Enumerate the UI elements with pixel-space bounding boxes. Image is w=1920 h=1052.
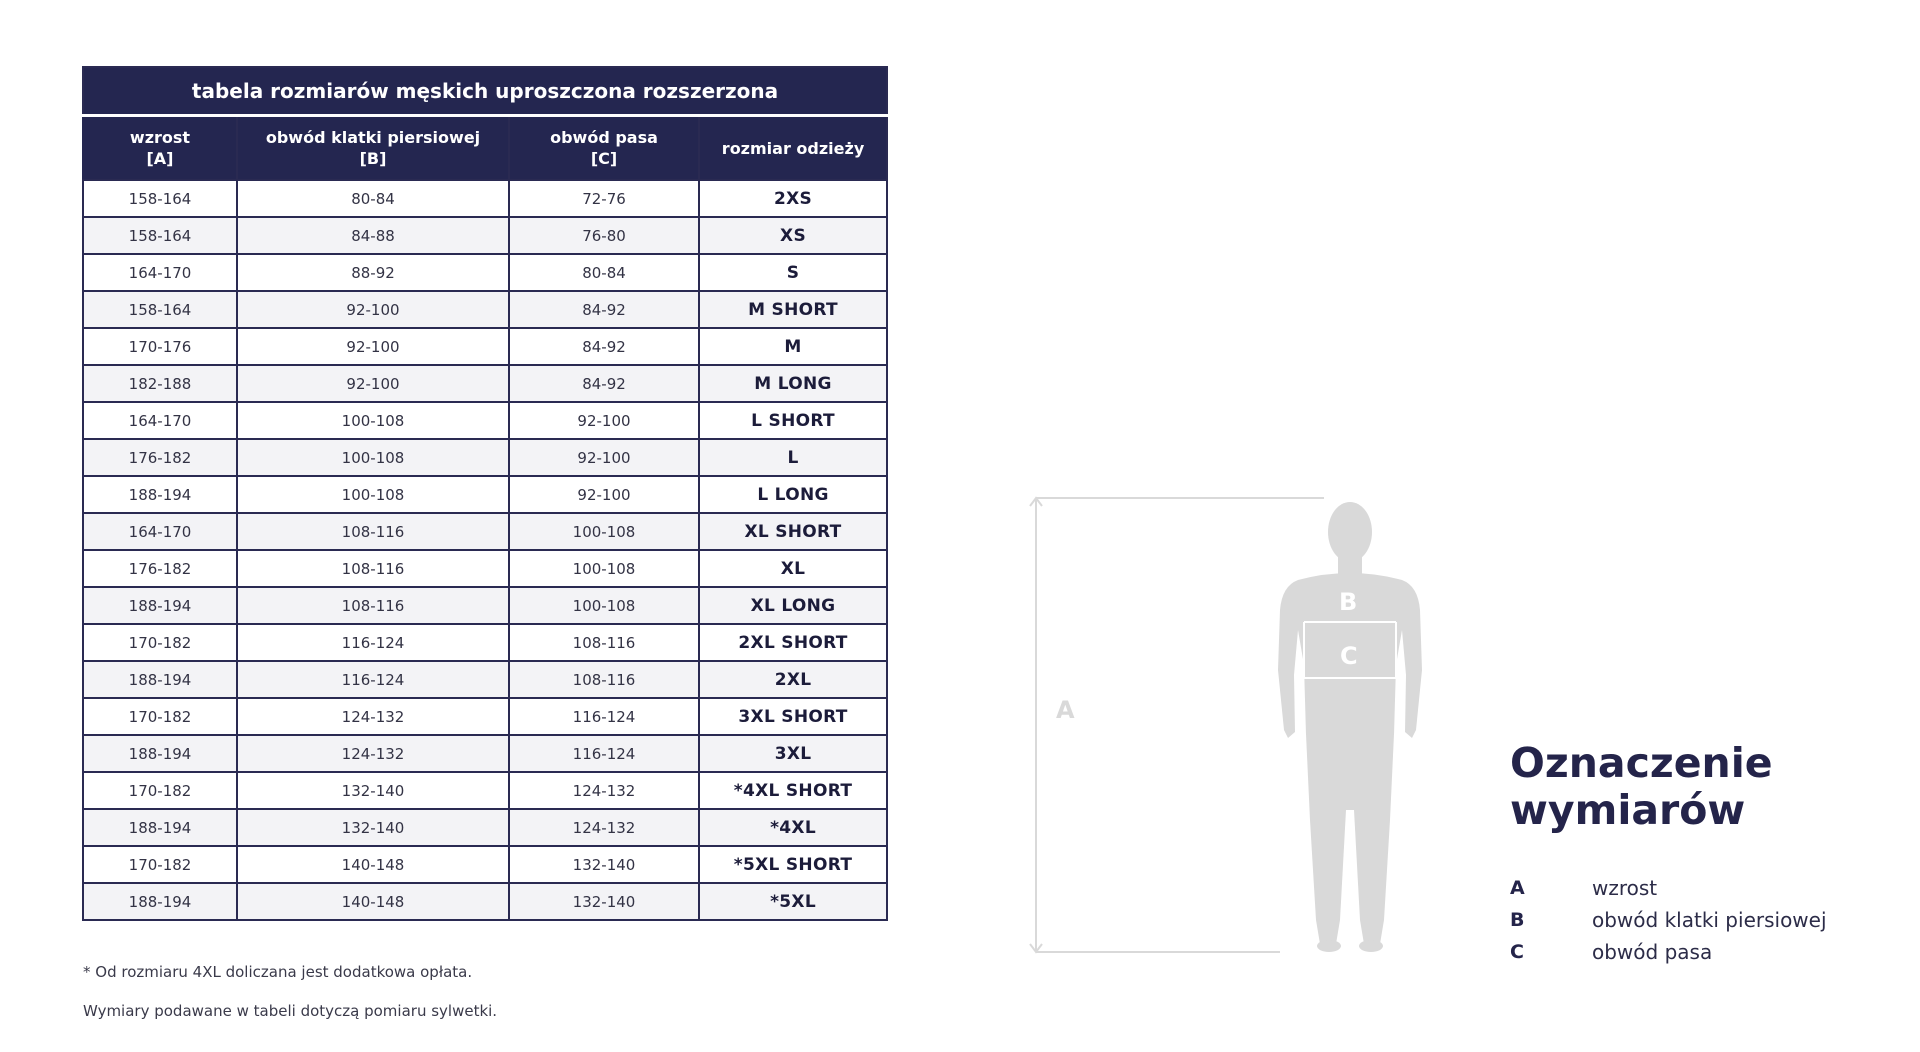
header-height-label: wzrost (129, 128, 191, 147)
header-waist-label: obwód pasa (550, 128, 658, 147)
waist-cell: 76-80 (509, 217, 699, 254)
table-row (83, 698, 887, 735)
size-cell: L SHORT (699, 402, 887, 439)
chest-cell: 108-116 (237, 587, 509, 624)
waist-cell: 80-84 (509, 254, 699, 291)
table-row (83, 439, 887, 476)
height-cell: 158-164 (83, 217, 237, 254)
legend-title-line1: Oznaczenie (1510, 739, 1773, 787)
chest-cell: 100-108 (237, 439, 509, 476)
chest-cell: 140-148 (237, 846, 509, 883)
waist-cell: 92-100 (509, 476, 699, 513)
waist-cell: 100-108 (509, 513, 699, 550)
size-cell: M SHORT (699, 291, 887, 328)
waist-cell: 108-116 (509, 661, 699, 698)
header-height (83, 116, 237, 181)
size-cell: XL (699, 550, 887, 587)
size-cell: 3XL (699, 735, 887, 772)
size-cell: 2XL SHORT (699, 624, 887, 661)
table-body (83, 180, 887, 920)
height-cell: 164-170 (83, 254, 237, 291)
height-cell: 188-194 (83, 661, 237, 698)
size-cell: L (699, 439, 887, 476)
table-row (83, 883, 887, 920)
size-cell: *4XL SHORT (699, 772, 887, 809)
chest-cell: 116-124 (237, 661, 509, 698)
label-c: C (1340, 642, 1358, 670)
legend-key: B (1510, 909, 1525, 931)
height-cell: 170-182 (83, 624, 237, 661)
table-row (83, 328, 887, 365)
chest-cell: 92-100 (237, 328, 509, 365)
header-clothing-size-label: rozmiar odzieży (721, 138, 865, 158)
legend-item (1510, 936, 1827, 968)
table-row (83, 661, 887, 698)
height-cell: 170-182 (83, 772, 237, 809)
chest-cell: 132-140 (237, 809, 509, 846)
size-cell: XL SHORT (699, 513, 887, 550)
height-cell: 164-170 (83, 513, 237, 550)
surcharge-footnote: * Od rozmiaru 4XL doliczana jest dodatkowa opłata. (83, 963, 473, 981)
chest-cell: 84-88 (237, 217, 509, 254)
human-silhouette (1278, 502, 1422, 952)
legend-title-line2: wymiarów (1510, 786, 1746, 834)
size-cell: *5XL SHORT (699, 846, 887, 883)
size-cell: XL LONG (699, 587, 887, 624)
size-cell: S (699, 254, 887, 291)
size-cell: M LONG (699, 365, 887, 402)
header-chest-code: [B] (359, 149, 387, 168)
size-cell: *5XL (699, 883, 887, 920)
header-waist-code: [C] (590, 149, 618, 168)
header-chest (237, 116, 509, 181)
waist-cell: 100-108 (509, 550, 699, 587)
table-row (83, 402, 887, 439)
legend-title (1510, 740, 1870, 834)
size-cell: XS (699, 217, 887, 254)
table-header-row (83, 116, 887, 181)
waist-cell: 124-132 (509, 772, 699, 809)
measurement-footnote: Wymiary podawane w tabeli dotyczą pomiaru sylwetki. (83, 1002, 498, 1020)
height-dimension-line (1030, 498, 1324, 952)
table-row (83, 513, 887, 550)
size-cell: 2XS (699, 180, 887, 217)
table-row (83, 735, 887, 772)
legend-text: obwód pasa (1592, 940, 1713, 964)
waist-cell: 132-140 (509, 846, 699, 883)
size-cell: *4XL (699, 809, 887, 846)
table-row (83, 624, 887, 661)
height-cell: 188-194 (83, 587, 237, 624)
waist-cell: 92-100 (509, 439, 699, 476)
size-cell: L LONG (699, 476, 887, 513)
height-cell: 170-182 (83, 846, 237, 883)
waist-cell: 84-92 (509, 365, 699, 402)
chest-cell: 108-116 (237, 550, 509, 587)
waist-cell: 100-108 (509, 587, 699, 624)
label-b: B (1339, 588, 1358, 616)
chest-cell: 80-84 (237, 180, 509, 217)
label-a: A (1056, 696, 1075, 724)
size-cell: 2XL (699, 661, 887, 698)
waist-cell: 84-92 (509, 291, 699, 328)
table-row (83, 550, 887, 587)
chest-cell: 108-116 (237, 513, 509, 550)
height-cell: 158-164 (83, 180, 237, 217)
size-cell: M (699, 328, 887, 365)
chest-cell: 92-100 (237, 291, 509, 328)
chest-cell: 92-100 (237, 365, 509, 402)
height-cell: 188-194 (83, 883, 237, 920)
height-cell: 188-194 (83, 476, 237, 513)
waist-cell: 92-100 (509, 402, 699, 439)
table-row (83, 365, 887, 402)
table-row (83, 180, 887, 217)
legend-key: C (1510, 941, 1524, 963)
height-cell: 188-194 (83, 735, 237, 772)
header-height-code: [A] (146, 149, 174, 168)
height-cell: 188-194 (83, 809, 237, 846)
table-row (83, 772, 887, 809)
height-cell: 170-182 (83, 698, 237, 735)
height-cell: 158-164 (83, 291, 237, 328)
chest-cell: 100-108 (237, 476, 509, 513)
legend-list (1510, 872, 1827, 968)
height-cell: 170-176 (83, 328, 237, 365)
table-row (83, 254, 887, 291)
waist-cell: 116-124 (509, 698, 699, 735)
waist-cell: 84-92 (509, 328, 699, 365)
legend-key: A (1510, 877, 1525, 899)
legend-text: wzrost (1592, 876, 1658, 900)
height-cell: 176-182 (83, 439, 237, 476)
table-row (83, 476, 887, 513)
size-cell: 3XL SHORT (699, 698, 887, 735)
waist-cell: 124-132 (509, 809, 699, 846)
header-clothing-size (699, 116, 887, 181)
legend-item (1510, 872, 1827, 904)
waist-cell: 116-124 (509, 735, 699, 772)
waist-cell: 132-140 (509, 883, 699, 920)
table-row (83, 217, 887, 254)
table-row (83, 291, 887, 328)
table-row (83, 846, 887, 883)
header-waist (509, 116, 699, 181)
size-chart-table (82, 66, 888, 921)
waist-cell: 72-76 (509, 180, 699, 217)
legend-text: obwód klatki piersiowej (1592, 908, 1827, 932)
legend-item (1510, 904, 1827, 936)
waist-cell: 108-116 (509, 624, 699, 661)
height-cell: 164-170 (83, 402, 237, 439)
table-row (83, 809, 887, 846)
table-row (83, 587, 887, 624)
header-chest-label: obwód klatki piersiowej (265, 128, 481, 147)
height-cell: 182-188 (83, 365, 237, 402)
chest-cell: 100-108 (237, 402, 509, 439)
chest-cell: 88-92 (237, 254, 509, 291)
chest-cell: 116-124 (237, 624, 509, 661)
chest-cell: 132-140 (237, 772, 509, 809)
chest-cell: 124-132 (237, 698, 509, 735)
body-measurement-figure (1020, 480, 1440, 980)
chest-cell: 124-132 (237, 735, 509, 772)
table-title: tabela rozmiarów męskich uproszczona rozszerzona (83, 67, 887, 116)
chest-cell: 140-148 (237, 883, 509, 920)
height-cell: 176-182 (83, 550, 237, 587)
